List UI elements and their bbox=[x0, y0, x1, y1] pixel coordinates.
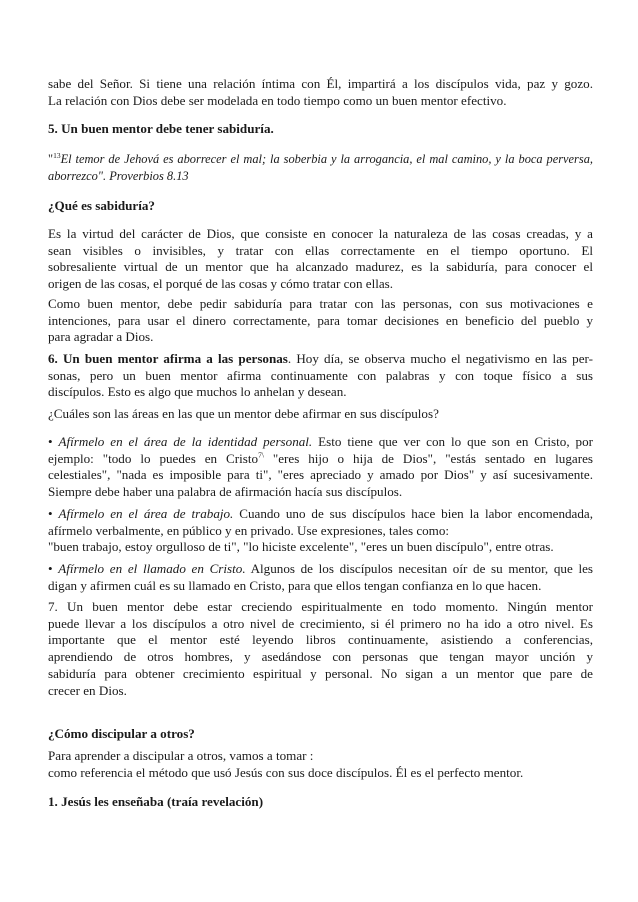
text-run: "eres hijo o hija de Dios", "estás sentado en lugares bbox=[272, 450, 593, 466]
text-line: intenciones, para usar el dinero correctamente, para tomar decisiones en beneficio del pueblo y bbox=[48, 312, 593, 328]
bullet-icon: • bbox=[48, 506, 53, 521]
text-run: Esto tiene que ver con lo que son en Cristo, por bbox=[318, 434, 593, 449]
heading-sabiduria bbox=[48, 198, 593, 215]
bullet-llamado bbox=[48, 561, 593, 594]
text-line: Como buen mentor, debe pedir sabiduría para tratar con las personas, con sus motivaciones e bbox=[48, 296, 593, 311]
text-line: ¿Cuáles son las áreas en las que un mentor debe afirmar en sus discípulos? bbox=[48, 406, 439, 421]
text-run: ejemplo: "todo lo puedes en Cristo bbox=[48, 450, 259, 466]
text-line: digan y afirmen cuál es su llamado en Cristo, para que ellos tengan confianza en lo que hacen. bbox=[48, 577, 542, 593]
quote-line bbox=[48, 151, 593, 168]
paragraph-7 bbox=[48, 599, 593, 699]
text-line bbox=[48, 434, 593, 451]
quote-line bbox=[48, 168, 593, 185]
text-line: como referencia el método que usó Jesús con sus doce discípulos. Él es el perfecto mentor. bbox=[48, 764, 524, 780]
footnote-mark: 7\ bbox=[258, 450, 264, 460]
text-line: celestiales", "nada es imposible para ti", "eres apreciado y amado por Dios" y así sucesivamente. bbox=[48, 467, 593, 483]
paragraph-intro bbox=[48, 76, 593, 109]
text-line: discípulos. Esto es algo que muchos lo anhelan y desean. bbox=[48, 384, 347, 400]
text-line bbox=[48, 561, 593, 578]
text-line: Es la virtud del carácter de Dios, que consiste en conocer la naturaleza de las cosas creadas, y a bbox=[48, 226, 593, 241]
paragraph-6 bbox=[48, 351, 593, 401]
text-line: afírmelo verbalmente, en público y en privado. Use expresiones, tales como: bbox=[48, 522, 450, 538]
bullet-trabajo bbox=[48, 506, 593, 556]
text-run: . Hoy día, se observa mucho el negativismo en las per- bbox=[287, 351, 593, 366]
quote-text: aborrezco bbox=[48, 168, 98, 183]
text-line: sean visibles o invisibles, y tratar con ellas correctamente en el tiempo oportuno. El bbox=[48, 242, 593, 258]
heading-text: 1. Jesús les enseñaba (traía revelación) bbox=[48, 794, 264, 809]
text-line: sobresaliente virtual de un mentor que ha alcanzado madurez, es la sabiduría, para conocer el bbox=[48, 259, 593, 275]
paragraph-definition bbox=[48, 226, 593, 293]
quote-open: " bbox=[48, 152, 54, 166]
text-line bbox=[48, 351, 593, 368]
text-line bbox=[48, 506, 593, 523]
bible-quote bbox=[48, 151, 593, 184]
paragraph-mentor bbox=[48, 296, 593, 346]
text-line: importante que el mentor esté leyendo libros continuamente, asistiendo a conferencias, bbox=[48, 632, 593, 648]
text-run: Cuando uno de sus discípulos hace bien la labor encomendada, bbox=[239, 506, 594, 521]
text-line: crecer en Dios. bbox=[48, 682, 127, 698]
bullet-title: Afírmelo en el área de la identidad personal. bbox=[58, 434, 313, 449]
text-line: para agradar a Dios. bbox=[48, 329, 154, 345]
heading-text: ¿Qué es sabiduría? bbox=[48, 198, 155, 213]
verse-number: 13 bbox=[53, 150, 61, 160]
text-line: "buen trabajo, estoy orgulloso de ti", "lo hiciste excelente", "eres un buen discípulo", entre otras. bbox=[48, 539, 554, 555]
text-line: origen de las cosas, el porqué de las cosas y cómo tratar con ellas. bbox=[48, 276, 394, 292]
heading-discipular bbox=[48, 726, 593, 743]
quote-text: El temor de Jehová es aborrecer el mal; la soberbia y la arrogancia, el mal camino, y la boca perversa, bbox=[60, 152, 593, 166]
heading-text: 5. Un buen mentor debe tener sabiduría. bbox=[48, 121, 274, 136]
heading-jesus bbox=[48, 794, 593, 811]
paragraph-aprender bbox=[48, 748, 593, 781]
text-line: sabiduría para obtener crecimiento espiritual y personal. No sigan a un mentor que pare de bbox=[48, 665, 593, 681]
text-line: aprendiendo de otros hombres, y asedándose con personas que tengan mayor unción y bbox=[48, 649, 593, 665]
text-line: puede llevar a los discípulos a otro nivel de crecimiento, si él primero no ha ido a otro nivel. Es bbox=[48, 615, 593, 631]
heading-5 bbox=[48, 121, 593, 138]
bullet-title: Afírmelo en el área de trabajo. bbox=[58, 506, 234, 521]
quote-reference: ". Proverbios 8.13 bbox=[97, 168, 189, 183]
bullet-icon: • bbox=[48, 561, 53, 576]
question-areas bbox=[48, 406, 593, 423]
bullet-identidad bbox=[48, 434, 593, 501]
heading-text: ¿Cómo discipular a otros? bbox=[48, 726, 195, 741]
text-line: sonas, pero un buen mentor afirma continuamente con palabras y con toque físico a sus bbox=[48, 367, 593, 383]
text-line: Para aprender a discipular a otros, vamos a tomar : bbox=[48, 748, 314, 763]
point-title: 6. Un buen mentor afirma a las personas bbox=[48, 351, 288, 366]
text-line: Siempre debe haber una palabra de afirmación hacía sus discípulos. bbox=[48, 484, 403, 500]
text-line: La relación con Dios debe ser modelada en todo tiempo como un buen mentor efectivo. bbox=[48, 92, 507, 108]
bullet-icon: • bbox=[48, 434, 53, 449]
text-run: Algunos de los discípulos necesitan oír de su mentor, que les bbox=[250, 561, 594, 576]
text-line: 7. Un buen mentor debe estar creciendo espiritualmente en todo momento. Ningún mentor bbox=[48, 599, 593, 614]
bullet-title: Afírmelo en el llamado en Cristo. bbox=[58, 561, 246, 576]
text-line: sabe del Señor. Si tiene una relación íntima con Él, impartirá a los discípulos vida, paz y gozo. bbox=[48, 76, 593, 91]
text-line bbox=[48, 451, 593, 468]
